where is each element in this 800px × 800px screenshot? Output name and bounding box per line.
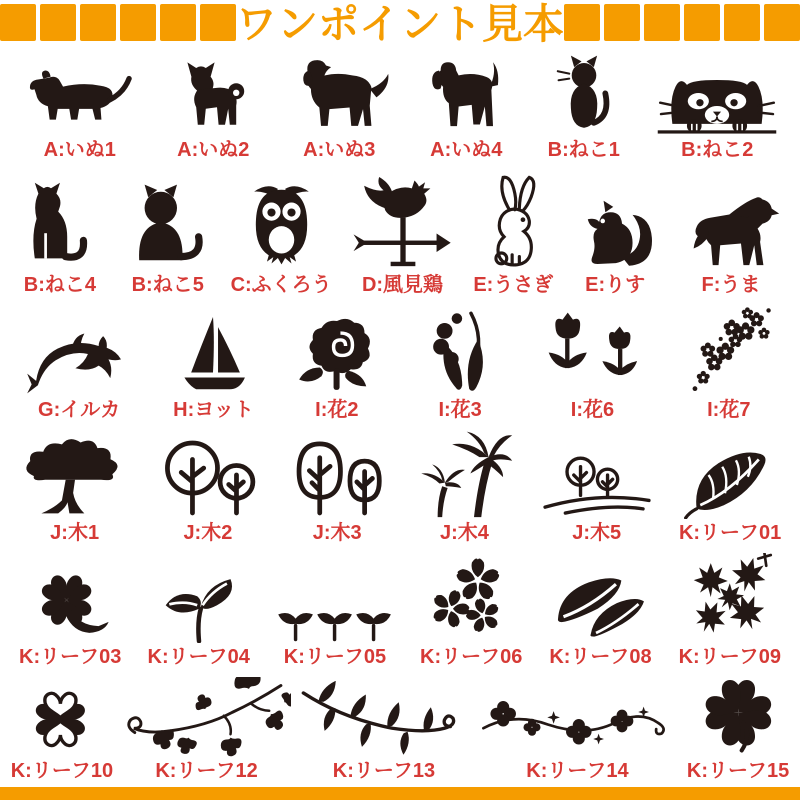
item-label: I:花7 bbox=[707, 399, 751, 421]
item-label: K:リーフ15 bbox=[686, 760, 790, 782]
sample-item bbox=[19, 563, 121, 672]
round-trees-icon bbox=[156, 437, 260, 519]
sprout-icon bbox=[154, 562, 244, 643]
rabbit-icon bbox=[475, 172, 552, 271]
sample-item bbox=[473, 172, 553, 300]
sample-item bbox=[15, 181, 105, 300]
item-label: E:うさぎ bbox=[473, 274, 554, 296]
peeking-cat-icon bbox=[656, 67, 778, 136]
maple-leaves-icon bbox=[683, 553, 777, 643]
item-label: A:いぬ4 bbox=[430, 139, 503, 161]
item-label: I:花2 bbox=[315, 399, 359, 421]
orange-square bbox=[644, 4, 680, 41]
sample-item bbox=[414, 428, 514, 548]
item-label: E:りす bbox=[585, 274, 646, 296]
sample-row bbox=[0, 672, 800, 786]
header-band bbox=[0, 0, 800, 50]
clover-garland-icon bbox=[477, 685, 677, 757]
sample-row bbox=[0, 300, 800, 425]
sample-item bbox=[123, 181, 213, 300]
item-label: K:リーフ12 bbox=[155, 760, 258, 782]
sample-item bbox=[677, 192, 785, 300]
item-label: K:リーフ04 bbox=[147, 646, 250, 668]
yacht-icon bbox=[171, 312, 255, 396]
owl-icon bbox=[236, 175, 327, 271]
sample-item bbox=[549, 566, 653, 672]
sample-item bbox=[285, 437, 389, 548]
item-label: K:リーフ09 bbox=[678, 646, 781, 668]
blossom-branch-icon bbox=[683, 304, 775, 396]
item-label: K:リーフ13 bbox=[332, 760, 436, 782]
item-label: J:木3 bbox=[312, 522, 362, 544]
sample-item bbox=[656, 67, 778, 165]
sample-item bbox=[679, 441, 781, 548]
orange-square bbox=[80, 4, 116, 41]
leaf-branch-icon bbox=[300, 681, 468, 757]
cat-back-icon bbox=[543, 54, 625, 136]
orange-square bbox=[604, 4, 640, 41]
item-label: A:いぬ1 bbox=[43, 139, 116, 161]
item-label: I:花3 bbox=[438, 399, 482, 421]
veined-leaf-icon bbox=[682, 441, 778, 519]
sample-item bbox=[300, 681, 468, 786]
two-leaves-icon bbox=[549, 566, 653, 643]
orange-square bbox=[684, 4, 720, 41]
ivy-vine-icon bbox=[123, 677, 291, 757]
sample-item bbox=[11, 681, 113, 786]
sample-item bbox=[289, 52, 390, 165]
item-label: F:うま bbox=[701, 274, 761, 296]
item-label: A:いぬ2 bbox=[177, 139, 250, 161]
item-label: B:ねこ1 bbox=[547, 139, 620, 161]
page-title: ワンポイント見本 bbox=[236, 1, 564, 47]
sample-row bbox=[0, 425, 800, 548]
item-label: B:ねこ5 bbox=[131, 274, 204, 296]
orange-square bbox=[564, 4, 600, 41]
oak-tree-icon bbox=[19, 435, 131, 519]
sample-item bbox=[25, 329, 133, 425]
item-label: C:ふくろう bbox=[230, 274, 332, 296]
sample-item bbox=[171, 312, 255, 425]
item-label: J:木2 bbox=[183, 522, 233, 544]
item-label: K:リーフ01 bbox=[678, 522, 782, 544]
orange-square bbox=[724, 4, 760, 41]
sample-item bbox=[679, 553, 781, 672]
sample-item bbox=[294, 314, 380, 425]
sample-item bbox=[123, 677, 291, 786]
sample-item bbox=[543, 54, 625, 165]
weathervane-rooster-icon bbox=[350, 173, 456, 271]
item-label: J:木5 bbox=[572, 522, 622, 544]
dachshund-dog-icon bbox=[22, 64, 138, 136]
item-label: K:リーフ03 bbox=[19, 646, 122, 668]
item-label: K:リーフ06 bbox=[420, 646, 523, 668]
sample-item bbox=[19, 435, 131, 548]
orange-square bbox=[160, 4, 196, 41]
sample-item bbox=[683, 304, 775, 425]
sample-item bbox=[477, 685, 677, 786]
sample-item bbox=[231, 175, 332, 300]
sample-row bbox=[0, 165, 800, 300]
tulips-icon bbox=[540, 309, 644, 396]
shiba-dog-icon bbox=[169, 56, 257, 136]
sample-item bbox=[418, 308, 502, 425]
retriever-dog-icon bbox=[289, 52, 390, 136]
bottom-bar bbox=[0, 787, 800, 800]
sample-item bbox=[276, 591, 394, 672]
orange-square bbox=[200, 4, 236, 41]
lily-of-valley-icon bbox=[418, 308, 502, 396]
item-label: H:ヨット bbox=[173, 399, 254, 421]
squirrel-icon bbox=[571, 192, 659, 271]
heart-clover-icon bbox=[22, 681, 102, 757]
rose-icon bbox=[294, 314, 380, 396]
item-label: B:ねこ4 bbox=[23, 274, 97, 296]
sample-grid bbox=[0, 52, 800, 786]
item-label: A:いぬ3 bbox=[303, 139, 376, 161]
dolphin-icon bbox=[25, 329, 133, 396]
orange-squares-right bbox=[564, 4, 800, 41]
orange-square bbox=[40, 4, 76, 41]
orange-squares-left bbox=[0, 4, 236, 41]
sample-item bbox=[571, 192, 659, 300]
sample-row bbox=[0, 548, 800, 672]
four-leaf-clover-icon bbox=[699, 675, 777, 757]
sample-row bbox=[0, 52, 800, 165]
item-label: J:木1 bbox=[50, 522, 100, 544]
item-label: D:風見鶏 bbox=[361, 274, 444, 296]
item-label: G:イルカ bbox=[38, 399, 121, 421]
sample-item bbox=[687, 675, 789, 786]
palm-trees-icon bbox=[414, 428, 514, 519]
sample-item bbox=[350, 173, 456, 300]
sample-item bbox=[540, 443, 654, 548]
clover-ribbon-icon bbox=[28, 563, 112, 643]
item-label: I:花6 bbox=[570, 399, 615, 421]
horse-icon bbox=[677, 192, 785, 271]
petal-flowers-icon bbox=[428, 557, 514, 643]
sample-item bbox=[169, 56, 257, 165]
sample-item bbox=[420, 557, 522, 672]
item-label: K:リーフ05 bbox=[283, 646, 387, 668]
item-label: J:木4 bbox=[439, 522, 489, 544]
sitting-cat-side-icon bbox=[15, 181, 105, 271]
sample-item bbox=[156, 437, 260, 548]
orange-square bbox=[120, 4, 156, 41]
sample-item bbox=[22, 64, 138, 165]
trees-hill-icon bbox=[540, 443, 654, 519]
orange-square bbox=[0, 4, 36, 41]
sample-item bbox=[421, 54, 511, 165]
item-label: K:リーフ10 bbox=[10, 760, 114, 782]
orange-square bbox=[764, 4, 800, 41]
sample-item bbox=[540, 309, 644, 425]
beagle-dog-icon bbox=[421, 54, 511, 136]
item-label: K:リーフ08 bbox=[549, 646, 652, 668]
sample-item bbox=[148, 562, 250, 672]
three-sprouts-icon bbox=[276, 591, 394, 643]
item-label: B:ねこ2 bbox=[681, 139, 754, 161]
sitting-cat-icon bbox=[123, 181, 213, 271]
item-label: K:リーフ14 bbox=[526, 760, 629, 782]
oval-trees-icon bbox=[285, 437, 389, 519]
